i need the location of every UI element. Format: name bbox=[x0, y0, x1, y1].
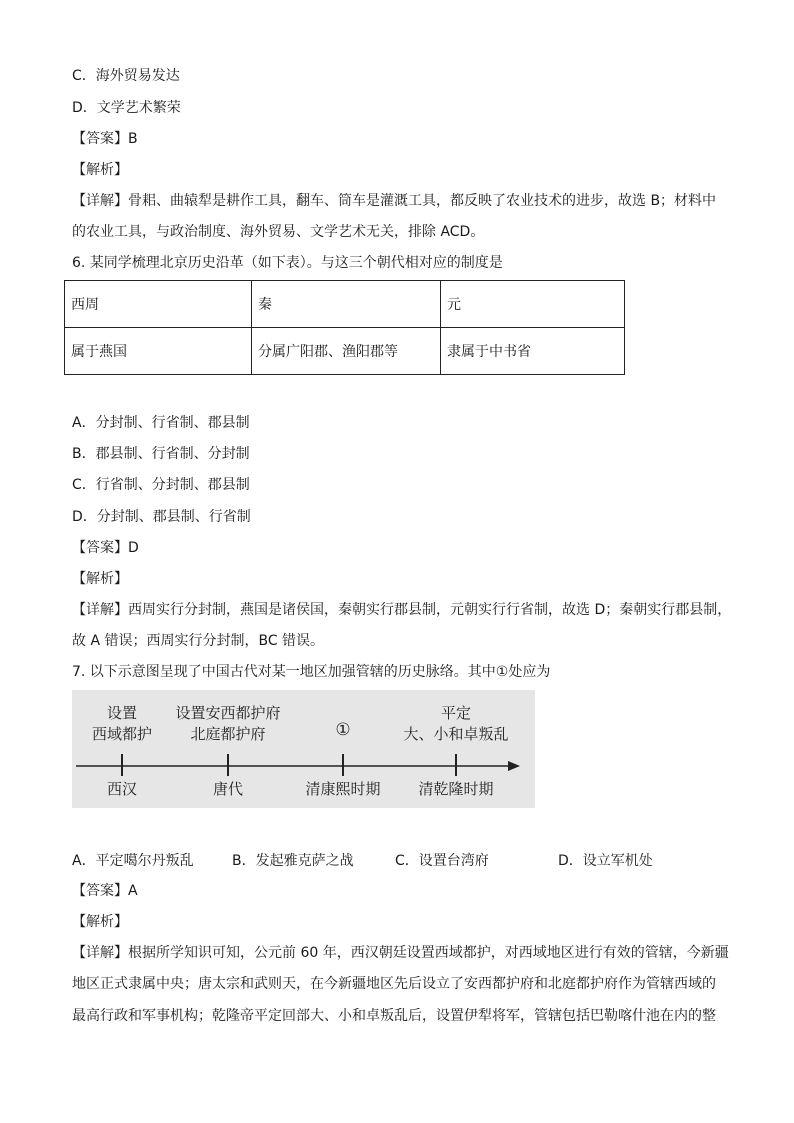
q7-options bbox=[72, 850, 712, 870]
event-bottom-label: 北庭都护府 bbox=[190, 725, 266, 743]
event-period-label: 清康熙时期 bbox=[305, 780, 381, 798]
event-bottom-label: 大、小和卓叛乱 bbox=[403, 725, 509, 743]
q5-answer: 【答案】B bbox=[72, 131, 138, 147]
q7-detail-line-1: 【详解】根据所学知识可知，公元前 60 年，西汉朝廷设置西域都护，对西域地区进行有效的管辖，今新疆 bbox=[72, 945, 729, 961]
table-cell: 分属广阳郡、渔阳郡等 bbox=[252, 328, 441, 375]
q5-option-c: C．海外贸易发达 bbox=[72, 68, 180, 84]
q6-detail-line-1: 【详解】西周实行分封制，燕国是诸侯国，秦朝实行郡县制，元朝实行行省制，故选 D；秦朝实行郡县制， bbox=[72, 602, 732, 618]
event-top-label: 平定 bbox=[440, 704, 472, 722]
event-period-label: 西汉 bbox=[106, 780, 138, 798]
q6-option-a: A．分封制、行省制、郡县制 bbox=[72, 415, 250, 431]
timeline-event-xihan bbox=[92, 704, 152, 798]
table-cell: 隶属于中书省 bbox=[441, 328, 625, 375]
q6-detail-line-2: 故 A 错误；西周实行分封制，BC 错误。 bbox=[72, 633, 325, 649]
q6-option-c: C．行省制、分封制、郡县制 bbox=[72, 477, 250, 493]
q7-detail-line-2: 地区正式隶属中央；唐太宗和武则天，在今新疆地区先后设立了安西都护府和北庭都护府作为管辖西域的 bbox=[72, 976, 716, 992]
q7-option-a: A．平定噶尔丹叛乱 bbox=[72, 853, 194, 869]
q7-option-c: C．设置台湾府 bbox=[395, 853, 489, 869]
q7-analysis-label: 【解析】 bbox=[72, 914, 128, 930]
table-row bbox=[65, 328, 625, 375]
q5-analysis-label: 【解析】 bbox=[72, 162, 128, 178]
q5-detail-line-1: 【详解】骨耜、曲辕犁是耕作工具，翻车、筒车是灌溉工具，都反映了农业技术的进步，故选 B；材料中 bbox=[72, 193, 717, 209]
timeline-arrow-head bbox=[508, 761, 520, 771]
q5-option-d: D．文学艺术繁荣 bbox=[72, 100, 181, 116]
table-cell: 属于燕国 bbox=[65, 328, 252, 375]
event-top-label: 设置安西都护府 bbox=[175, 704, 281, 722]
q5-detail-line-2: 的农业工具，与政治制度、海外贸易、文学艺术无关，排除 ACD。 bbox=[72, 224, 485, 240]
timeline-event-kangxi bbox=[305, 720, 380, 798]
event-top-label: ① bbox=[335, 720, 351, 740]
event-period-label: 清乾隆时期 bbox=[418, 780, 494, 798]
table-header-cell: 元 bbox=[441, 281, 625, 328]
timeline-event-tang bbox=[175, 704, 280, 798]
q7-timeline-diagram bbox=[72, 690, 535, 808]
q7-option-d: D．设立军机处 bbox=[558, 853, 653, 869]
event-top-label: 设置 bbox=[106, 704, 138, 722]
table-header-cell: 秦 bbox=[252, 281, 441, 328]
q7-detail-line-3: 最高行政和军事机构；乾隆帝平定回部大、小和卓叛乱后，设置伊犁将军，管辖包括巴勒喀什池在内的整 bbox=[72, 1008, 716, 1024]
q6-history-table bbox=[64, 280, 625, 375]
q7-answer: 【答案】A bbox=[72, 883, 138, 899]
table-row bbox=[65, 281, 625, 328]
q6-stem: 6. 某同学梳理北京历史沿革（如下表）。与这三个朝代相对应的制度是 bbox=[72, 255, 503, 271]
q6-option-b: B．郡县制、行省制、分封制 bbox=[72, 446, 250, 462]
event-period-label: 唐代 bbox=[212, 780, 244, 798]
q7-option-b: B．发起雅克萨之战 bbox=[232, 853, 354, 869]
event-bottom-label: 西域都护 bbox=[91, 725, 153, 743]
q6-option-d: D．分封制、郡县制、行省制 bbox=[72, 509, 251, 525]
table-header-cell: 西周 bbox=[65, 281, 252, 328]
q6-answer: 【答案】D bbox=[72, 540, 139, 556]
q7-stem: 7. 以下示意图呈现了中国古代对某一地区加强管辖的历史脉络。其中①处应为 bbox=[72, 664, 551, 680]
timeline-event-qianlong bbox=[403, 704, 508, 798]
q6-analysis-label: 【解析】 bbox=[72, 571, 128, 587]
